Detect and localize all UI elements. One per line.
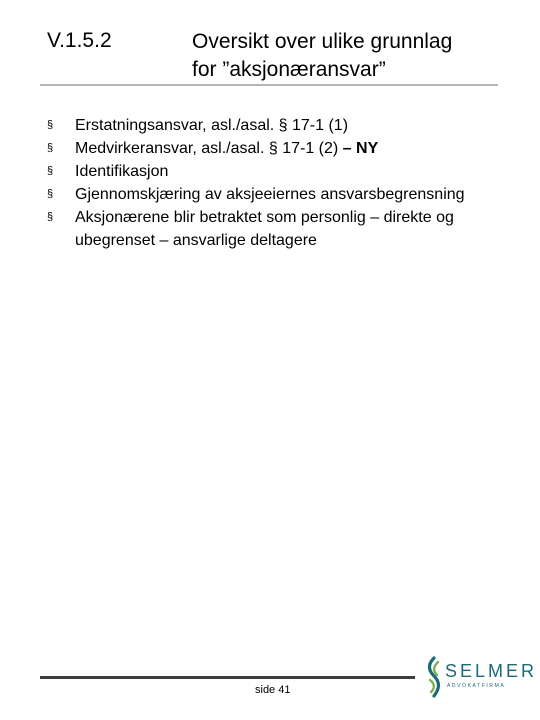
page-number: side 41 [255, 684, 291, 696]
slide-title-line-2: for ”aksjonæransvar” [192, 58, 386, 81]
bullet-emphasis: – NY [342, 140, 379, 157]
slide-title [192, 28, 522, 84]
section-sign-bullet: § [47, 165, 54, 177]
section-sign-bullet: § [47, 188, 54, 200]
slide-title-line-1: Oversikt over ulike grunnlag [192, 30, 453, 53]
bullet-item [47, 114, 517, 137]
selmer-logo [425, 656, 538, 700]
selmer-swirl-icon [425, 656, 443, 698]
bullet-item [47, 206, 517, 252]
bullet-list [47, 114, 517, 252]
bullet-text: Medvirkeransvar, asl./asal. § 17-1 (2) [75, 140, 343, 157]
section-sign-bullet: § [47, 142, 54, 154]
bullet-text: Identifikasjon [75, 163, 169, 180]
bullet-text: Aksjonærene blir betraktet som personlig – direkte og ubegrenset – ansvarlige deltagere [75, 209, 454, 249]
bullet-item [47, 160, 517, 183]
bullet-text: Erstatningsansvar, asl./asal. § 17-1 (1) [75, 117, 349, 134]
title-divider [40, 84, 498, 86]
section-number: V.1.5.2 [47, 29, 112, 52]
bullet-item [47, 183, 517, 206]
section-sign-bullet: § [47, 211, 54, 223]
footer-divider [40, 676, 415, 679]
logo-wordmark: SELMER [445, 661, 538, 681]
logo-tagline: ADVOKATFIRMA [447, 683, 506, 689]
bullet-text: Gjennomskjæring av aksjeeiernes ansvarsbegrensning [75, 186, 465, 203]
section-sign-bullet: § [47, 119, 54, 131]
bullet-item [47, 137, 517, 160]
